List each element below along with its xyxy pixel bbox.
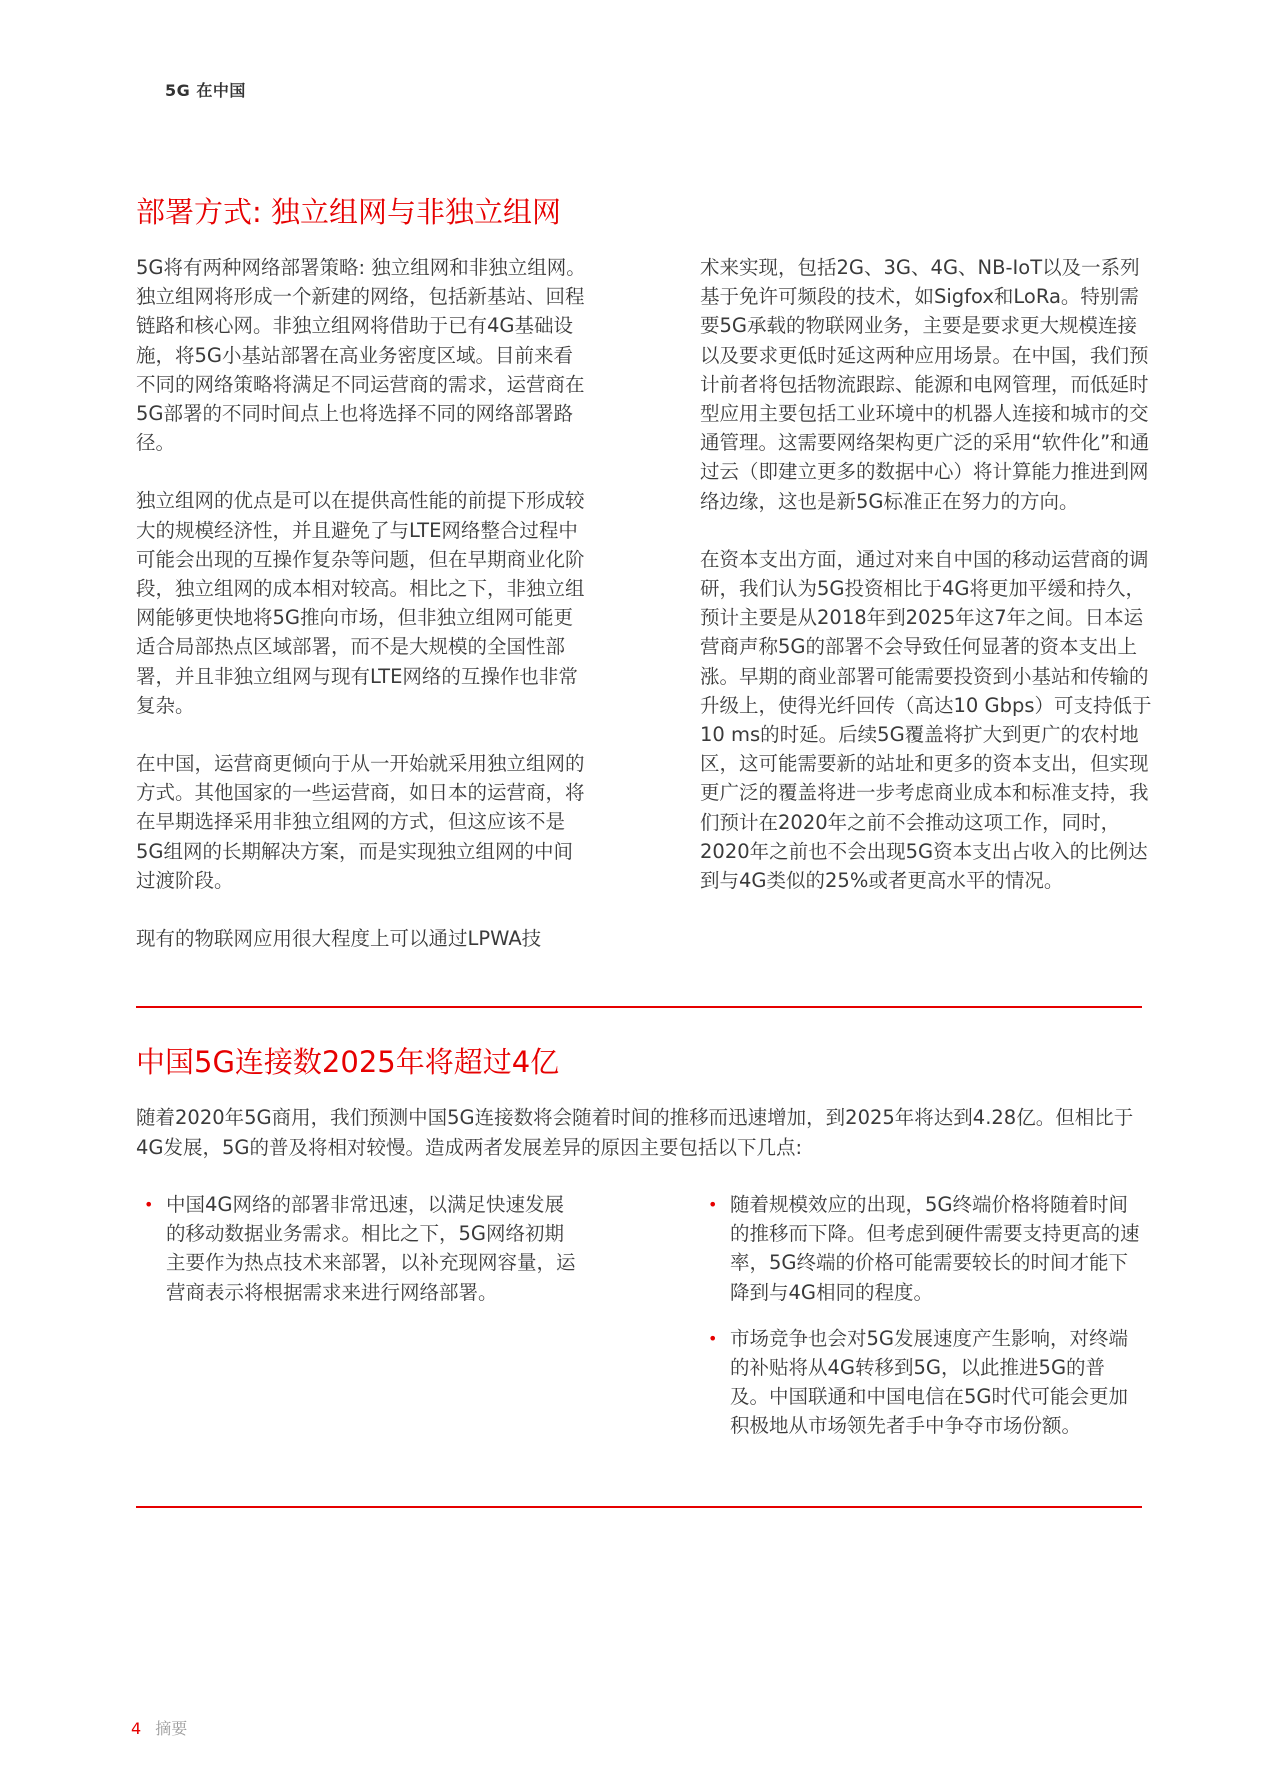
list-item-text: 随着规模效应的出现，5G终端价格将随着时间的推移而下降。但考虑到硬件需要支持更高的速率，5G终端的价格可能需要较长的时间才能下降到与4G相同的程度。 <box>730 1193 1140 1304</box>
list-item <box>700 1190 1140 1307</box>
paragraph: 在中国，运营商更倾向于从一开始就采用独立组网的方式。其他国家的一些运营商，如日本的运营商，将在早期选择采用非独立组网的方式，但这应该不是5G组网的长期解决方案，而是实现独立组网的中间过渡阶段。 <box>136 752 585 892</box>
bullet-marker: • <box>708 1195 718 1214</box>
page-number: 4 <box>131 1719 142 1738</box>
footer-section-label: 摘要 <box>155 1719 188 1738</box>
right-column <box>700 253 1152 924</box>
section-divider <box>136 1506 1142 1508</box>
section-title-deployment: 部署方式: 独立组网与非独立组网 <box>136 195 561 229</box>
running-header: 5G 在中国 <box>165 81 246 100</box>
paragraph: 术来实现，包括2G、3G、4G、NB-IoT以及一系列基于免许可频段的技术，如Sigfox和LoRa。特别需要5G承载的物联网业务，主要是要求更大规模连接以及要求更低时延这两种应用场景。在中国，我们预计前者将包括物流跟踪、能源和电网管理，而低延时型应用主要包括工业环境中的机器人连接和城市的交通管理。这需要网络架构更广泛的采用“软件化”和通过云（即建立更多的数据中心）将计算能力推进到网络边缘，这也是新5G标准正在努力的方向。 <box>700 256 1150 513</box>
section-title-connections: 中国5G连接数2025年将超过4亿 <box>136 1045 560 1079</box>
bullet-list-right <box>700 1190 1140 1458</box>
bullet-marker: • <box>144 1195 154 1214</box>
list-item-text: 市场竞争也会对5G发展速度产生影响，对终端的补贴将从4G转移到5G，以此推进5G的普及。中国联通和中国电信在5G时代可能会更加积极地从市场领先者手中争夺市场份额。 <box>730 1326 1129 1438</box>
bullet-list-left <box>136 1190 576 1324</box>
paragraph: 在资本支出方面，通过对来自中国的移动运营商的调研，我们认为5G投资相比于4G将更加平缓和持久，预计主要是从2018年到2025年这7年之间。日本运营商声称5G的部署不会导致任何显著的资本支出上涨。早期的商业部署可能需要投资到小基站和传输的升级上，使得光纤回传（高达10 Gbps）可支持低于10 ms的时延。后续5G覆盖将扩大到更广的农村地区，这可能需要新的站址和更多的资本支出，但实现更广泛的覆盖将进一步考虑商业成本和标准支持，我们预计在2020年之前不会推动这项工作，同时，2020年之前也不会出现5G资本支出占收入的比例达到与4G类似的25%或者更高水平的情况。 <box>700 547 1152 893</box>
intro-paragraph: 随着2020年5G商用，我们预测中国5G连接数将会随着时间的推移而迅速增加，到2025年将达到4.28亿。但相比于4G发展，5G的普及将相对较慢。造成两者发展差异的原因主要包括以下几点: <box>136 1106 1134 1159</box>
paragraph: 5G将有两种网络部署策略: 独立组网和非独立组网。独立组网将形成一个新建的网络，包括新基站、回程链路和核心网。非独立组网将借助于已有4G基础设施，将5G小基站部署在高业务密度区域。目前来看不同的网络策略将满足不同运营商的需求，运营商在5G部署的不同时间点上也将选择不同的网络部署路径。 <box>136 256 586 455</box>
list-item <box>136 1190 576 1307</box>
bullet-marker: • <box>708 1328 718 1348</box>
list-item-text: 中国4G网络的部署非常迅速，以满足快速发展的移动数据业务需求。相比之下，5G网络初期主要作为热点技术来部署，以补充现网容量，运营商表示将根据需求来进行网络部署。 <box>166 1193 576 1304</box>
paragraph: 现有的物联网应用很大程度上可以通过LPWA技 <box>136 927 542 951</box>
left-column <box>136 253 588 982</box>
page-footer <box>131 1716 187 1739</box>
section-divider <box>136 1006 1142 1008</box>
paragraph: 独立组网的优点是可以在提供高性能的前提下形成较大的规模经济性，并且避免了与LTE网络整合过程中可能会出现的互操作复杂等问题，但在早期商业化阶段，独立组网的成本相对较高。相比之下，非独立组网能够更快地将5G推向市场，但非独立组网可能更适合局部热点区域部署，而不是大规模的全国性部署，并且非独立组网与现有LTE网络的互操作也非常复杂。 <box>136 489 585 717</box>
list-item <box>700 1324 1140 1441</box>
